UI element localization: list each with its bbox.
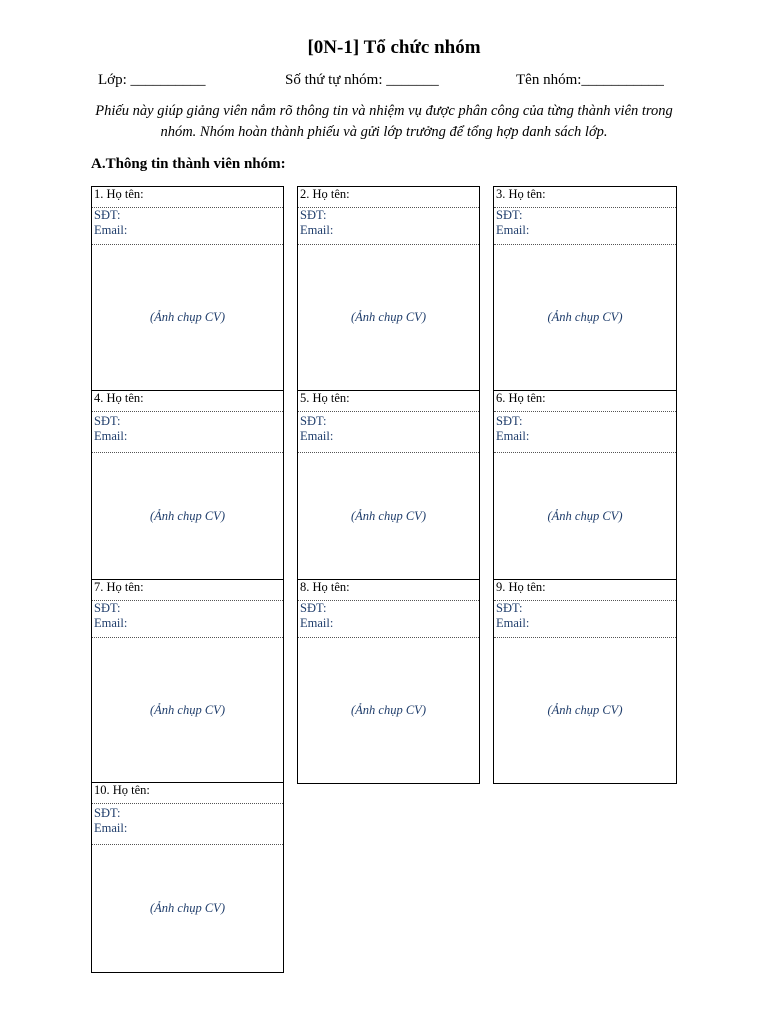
member-photo-label: (Ảnh chụp CV) xyxy=(547,310,623,324)
member-contact xyxy=(92,601,283,638)
member-name-field[interactable]: 3. Họ tên: xyxy=(494,187,676,208)
member-photo-area[interactable] xyxy=(92,453,283,579)
member-name-field[interactable]: 9. Họ tên: xyxy=(494,580,676,601)
member-photo-label: (Ảnh chụp CV) xyxy=(150,901,225,915)
member-phone-field[interactable]: SĐT: xyxy=(94,806,121,820)
member-photo-area[interactable] xyxy=(92,638,283,783)
member-photo-label: (Ảnh chụp CV) xyxy=(351,310,426,324)
member-photo-area[interactable] xyxy=(92,245,283,390)
member-email-field[interactable]: Email: xyxy=(300,429,334,443)
intro-text: Phiếu này giúp giảng viên nắm rõ thông tin và nhiệm vụ được phân công của từng thành viên trong nhóm. Nhóm hoàn thành phiếu và gửi lớp trưởng để tổng hợp danh sách lớp. xyxy=(95,103,673,140)
member-photo-label: (Ảnh chụp CV) xyxy=(547,703,623,717)
member-photo-label: (Ảnh chụp CV) xyxy=(547,508,623,523)
member-contact xyxy=(298,601,479,638)
member-contact xyxy=(494,208,676,245)
member-card-5 xyxy=(297,390,480,580)
member-photo-label: (Ảnh chụp CV) xyxy=(351,508,426,523)
member-photo-label: (Ảnh chụp CV) xyxy=(150,310,225,324)
member-card-2 xyxy=(297,186,480,391)
member-email-field[interactable]: Email: xyxy=(496,616,530,630)
member-name-field[interactable]: 1. Họ tên: xyxy=(92,187,283,208)
member-photo-area[interactable] xyxy=(92,845,283,972)
member-name-field[interactable]: 5. Họ tên: xyxy=(298,391,479,412)
member-card-1 xyxy=(91,186,284,391)
member-phone-field[interactable]: SĐT: xyxy=(496,414,523,428)
member-contact xyxy=(298,208,479,245)
member-name-field[interactable]: 4. Họ tên: xyxy=(92,391,283,412)
member-name-field[interactable]: 8. Họ tên: xyxy=(298,580,479,601)
member-name-field[interactable]: 2. Họ tên: xyxy=(298,187,479,208)
member-card-3 xyxy=(493,186,677,391)
member-photo-area[interactable] xyxy=(298,638,479,783)
member-card-7 xyxy=(91,579,284,784)
member-name-field[interactable]: 6. Họ tên: xyxy=(494,391,676,412)
class-field[interactable]: Lớp: __________ xyxy=(98,72,206,88)
page-title: [0N-1] Tổ chức nhóm xyxy=(307,37,481,58)
member-photo-area[interactable] xyxy=(494,453,676,579)
member-card-8 xyxy=(297,579,480,784)
member-contact xyxy=(92,804,283,845)
member-email-field[interactable]: Email: xyxy=(94,821,128,835)
member-contact xyxy=(92,208,283,245)
member-phone-field[interactable]: SĐT: xyxy=(300,414,327,428)
member-photo-label: (Ảnh chụp CV) xyxy=(351,703,426,717)
member-email-field[interactable]: Email: xyxy=(94,616,128,630)
member-phone-field[interactable]: SĐT: xyxy=(300,601,327,615)
member-phone-field[interactable]: SĐT: xyxy=(94,208,121,222)
member-phone-field[interactable]: SĐT: xyxy=(94,601,121,615)
member-photo-label: (Ảnh chụp CV) xyxy=(150,508,225,523)
member-email-field[interactable]: Email: xyxy=(94,429,128,443)
member-email-field[interactable]: Email: xyxy=(496,223,530,237)
member-phone-field[interactable]: SĐT: xyxy=(496,601,523,615)
member-phone-field[interactable]: SĐT: xyxy=(94,414,121,428)
member-name-field[interactable]: 7. Họ tên: xyxy=(92,580,283,601)
member-photo-area[interactable] xyxy=(494,245,676,390)
member-contact xyxy=(494,412,676,453)
member-photo-area[interactable] xyxy=(298,453,479,579)
member-card-6 xyxy=(493,390,677,580)
member-email-field[interactable]: Email: xyxy=(496,429,530,443)
member-phone-field[interactable]: SĐT: xyxy=(496,208,523,222)
group-name-field[interactable]: Tên nhóm:___________ xyxy=(516,72,664,88)
member-email-field[interactable]: Email: xyxy=(94,223,128,237)
member-name-field[interactable]: 10. Họ tên: xyxy=(92,783,283,804)
member-photo-area[interactable] xyxy=(298,245,479,390)
member-card-10 xyxy=(91,782,284,973)
member-phone-field[interactable]: SĐT: xyxy=(300,208,327,222)
section-a-heading: A.Thông tin thành viên nhóm: xyxy=(91,156,286,172)
member-email-field[interactable]: Email: xyxy=(300,616,334,630)
member-card-4 xyxy=(91,390,284,580)
member-contact xyxy=(92,412,283,453)
member-photo-label: (Ảnh chụp CV) xyxy=(150,703,225,717)
member-card-9 xyxy=(493,579,677,784)
member-photo-area[interactable] xyxy=(494,638,676,783)
member-contact xyxy=(298,412,479,453)
group-number-field[interactable]: Số thứ tự nhóm: _______ xyxy=(285,72,439,88)
member-contact xyxy=(494,601,676,638)
member-email-field[interactable]: Email: xyxy=(300,223,334,237)
